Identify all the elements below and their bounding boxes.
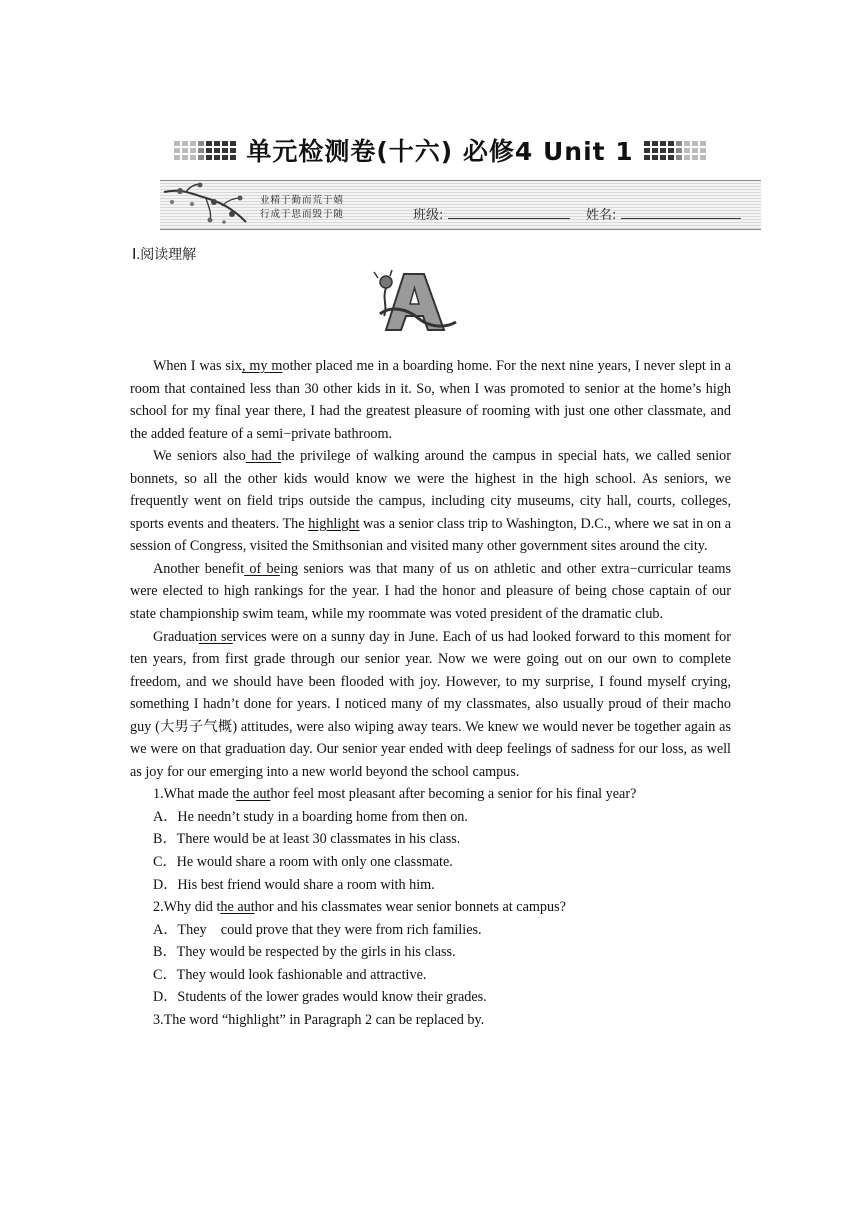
paragraph-2 [130,445,731,558]
question-2-option-c[interactable]: C．They would look fashionable and attractive. [153,966,427,983]
info-banner [160,180,761,230]
motto-line-2: 行成于思而毁于随 [260,209,345,220]
passage-letter: A [414,334,415,335]
question-2-stem [130,896,731,919]
p3-underlined: of be [244,560,280,577]
motto [260,194,344,222]
p3-text-a: Another benefit [153,560,245,577]
question-1-option-c[interactable]: C．He would share a room with only one classmate. [153,854,453,871]
p4-text-a: Graduat [153,628,199,645]
name-field[interactable] [621,218,741,219]
title-left-ornament [174,141,236,160]
p3-text-c: ing seniors was that many of us on athletic and other extra−curricular teams were elected to high rankings for the year. I had the honor and pleasure of being chose captain of our state championship swim team, while my roommate was voted president of the dramatic club. [130,560,731,623]
worksheet-header [160,132,720,168]
question-3-stem [130,1009,731,1032]
p1-underlined: , my m [241,358,283,374]
class-field[interactable] [448,218,570,219]
q1-stem-c: hor feel most pleasant after becoming a senior for his final year? [270,786,637,803]
section-number: Ⅰ. [132,247,141,263]
p2-text-e: was a senior class trip to Washington, D.C., where we sat in on a session of Congress, visited the Smithsonian and visited many other government sites around the city. [130,515,731,555]
q2-stem-a: 2.Why did t [153,899,221,916]
q1-stem-a: 1.What made t [153,786,237,803]
q3-stem: 3.The word “highlight” in Paragraph 2 can be replaced by. [153,1011,485,1028]
question-2-option-b[interactable]: B．They would be respected by the girls in his class. [153,944,456,961]
p4-underlined: ion se [198,628,233,645]
q2-stem-underlined: he aut [220,899,255,916]
highlight-word: highlight [308,515,360,532]
q1-stem-underlined: he aut [236,786,271,803]
passage-letter-a-icon [366,268,462,336]
p4-text-c: rvices were on a sunny day in June. Each of us had looked forward to this moment for ten years, from first grade through our senior year. Now we were going out on our own to complete freedom, and we should have been flooded with joy. However, to my surprise, I found myself crying, something I hadn’t done for years. I noticed many of my classmates, also usually proud of their macho guy (大男子气概) attitudes, were also wiping away tears. We knew we would never be together again as we were on that graduation day. Our senior year ended with deep feelings of sadness for our loss, as well as joy for our emerging into a new world beyond the school campus. [130,628,732,780]
reading-passage [130,355,731,1031]
motto-line-1: 业精于勤而荒于嬉 [260,195,345,206]
p1-text-a: When I was six [153,358,242,374]
question-1-option-d[interactable]: D．His best friend would share a room with him. [153,876,435,893]
plum-branch-icon [162,182,248,228]
section-heading [132,244,196,264]
paragraph-1 [130,355,731,445]
p2-underlined: had t [245,448,282,465]
page-title: 单元检测卷(十六) 必修4 Unit 1 [246,137,634,166]
title-right-ornament [644,141,706,160]
p2-text-a: We seniors also [153,448,246,465]
name-label: 姓名: [586,208,617,223]
question-2-option-d[interactable]: D．Students of the lower grades would know their grades. [153,989,487,1006]
class-label: 班级: [413,208,444,223]
p2-text-c: he privilege of walking around the campus in special hats, we called senior bonnets, so all the other kids would know we were the highest in the high school. As seniors, we frequently went on field trips outside the campus, including city museums, city hall, courts, colleges, sports events and theaters. The [130,448,731,532]
question-2-option-a[interactable]: A．They could prove that they were from rich families. [153,921,482,938]
p1-text-c: other placed me in a boarding home. For the next nine years, I never slept in a room that contained less than 30 other kids in it. So, when I was promoted to senior at the home’s high school for my final year there, I had the greatest pleasure of rooming with just one other classmate, and the added feature of a semi−private bathroom. [130,358,731,442]
question-1-option-b[interactable]: B．There would be at least 30 classmates in his class. [153,831,461,848]
question-1-option-a[interactable]: A．He needn’t study in a boarding home from then on. [153,808,468,825]
question-1-stem [130,783,731,806]
paragraph-4 [130,626,731,784]
section-title: 阅读理解 [140,247,197,263]
q2-stem-c: hor and his classmates wear senior bonnets at campus? [254,899,566,916]
paragraph-3 [130,558,731,626]
